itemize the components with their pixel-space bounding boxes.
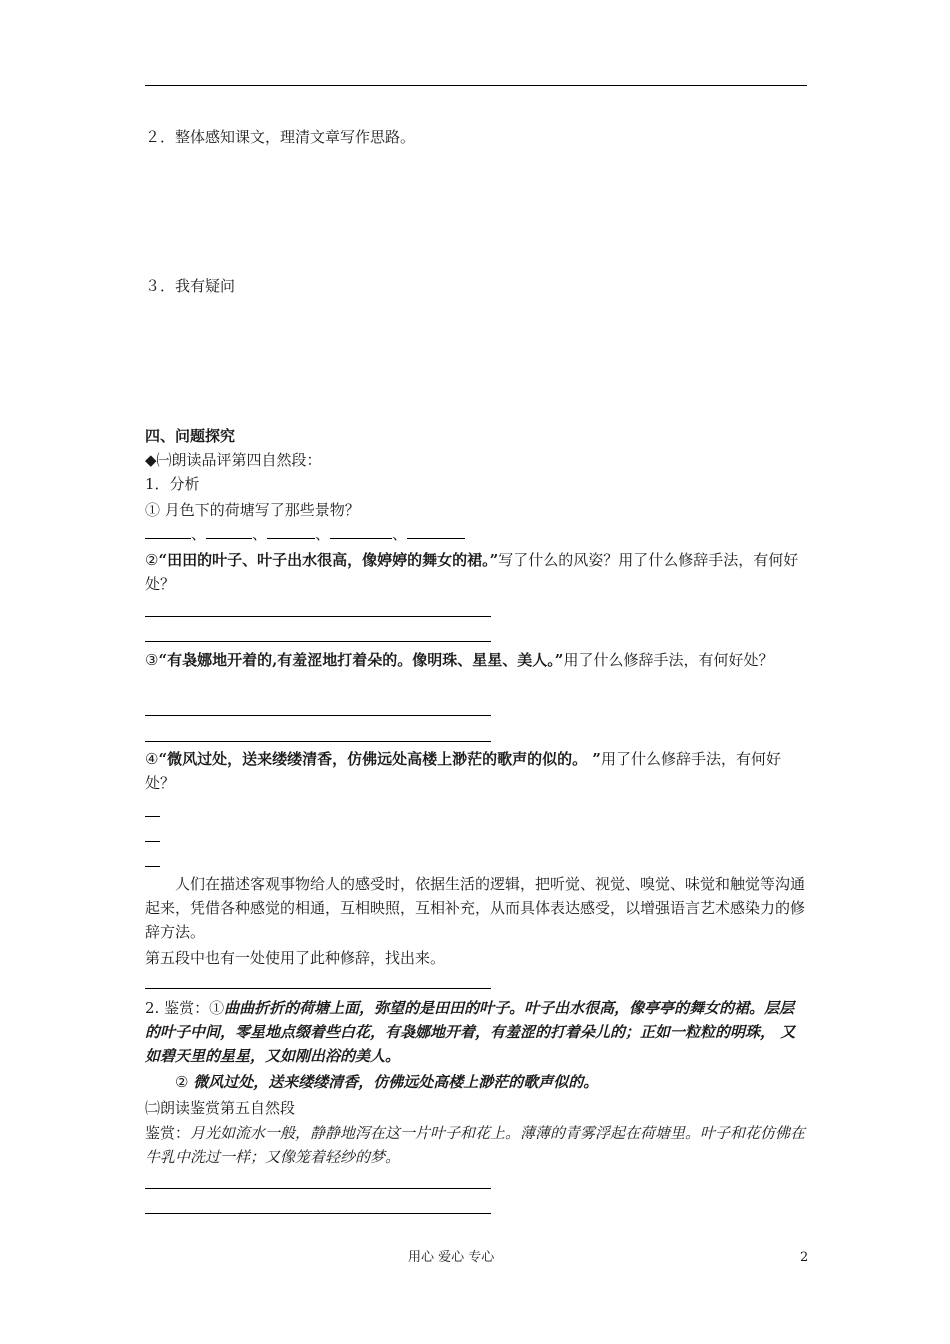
answer-blank[interactable] (267, 524, 315, 539)
section-title: 四、问题探究 (145, 427, 236, 445)
item-4-quote: “微风过处，送来缕缕清香，仿佛远处高楼上渺茫的歌声的似的。 ” (158, 750, 601, 768)
answer-dash[interactable] (145, 816, 160, 817)
synesthesia-definition: 人们在描述客观事物给人的感受时，依据生活的逻辑，把听觉、视觉、嗅觉、味觉和触觉等沟通起来，凭借各种感觉的相通，互相映照，互相补充，从而具体表达感受，以增强语言艺术感染力的修辞方法。 (145, 875, 806, 941)
item-4-number: ④ (145, 750, 159, 768)
answer-blank[interactable] (330, 524, 392, 539)
answer-dash[interactable] (145, 866, 160, 867)
question-2: ２．整体感知课文，理清文章写作思路。 (145, 128, 416, 146)
answer-line[interactable] (145, 1188, 491, 1189)
item-2 (145, 548, 807, 596)
item-2-quote: “田田的叶子、叶子出水很高，像婷婷的舞女的裙。” (158, 551, 499, 569)
subsection-title-2: ㈡朗读鉴赏第五自然段 (145, 1099, 296, 1117)
blank-separator: 、 (191, 525, 207, 543)
item-4 (145, 747, 807, 795)
item-3-number: ③ (145, 651, 159, 669)
question-3: ３．我有疑问 (145, 277, 236, 295)
answer-dash[interactable] (145, 841, 160, 842)
item-3 (145, 648, 807, 672)
answer-line[interactable] (145, 741, 491, 742)
appreciation-paragraph-5 (145, 1121, 807, 1169)
analysis-label: 1．分析 (145, 475, 200, 493)
item-4-question: 用了什么修辞手法，有何好处？ (145, 750, 781, 792)
answer-line[interactable] (145, 988, 491, 989)
answer-blank[interactable] (145, 524, 191, 539)
blank-separator: 、 (392, 525, 408, 543)
item-2-question: 写了什么的风姿？用了什么修辞手法，有何好处？ (145, 551, 799, 593)
answer-blank[interactable] (407, 524, 465, 539)
page-number: 2 (800, 1250, 809, 1265)
appreciation-text-2: 微风过处，送来缕缕清香，仿佛远处高楼上渺茫的歌声似的。 (193, 1073, 599, 1091)
appreciation-label: 2. 鉴赏：① (145, 999, 225, 1017)
item-1-question: ① 月色下的荷塘写了那些景物？ (145, 501, 360, 519)
answer-line[interactable] (145, 715, 491, 716)
paragraph-5-task: 第五段中也有一处使用了此种修辞，找出来。 (145, 949, 446, 967)
subsection-title-1: ◆㈠朗读品评第四自然段： (145, 451, 322, 469)
appreciation-5-text: 月光如流水一般，静静地泻在这一片叶子和花上。薄薄的青雾浮起在荷塘里。叶子和花仿佛在牛乳中洗过一样；又像笼着轻纱的梦。 (145, 1124, 806, 1166)
appreciation-label-2: ② (175, 1073, 194, 1091)
appreciation-2 (175, 1070, 598, 1094)
footer-text: 用心 爱心 专心 (408, 1250, 495, 1265)
answer-line[interactable] (145, 616, 491, 617)
item-3-quote: “有袅娜地开着的,有羞涩地打着朵的。像明珠、星星、美人。” (158, 651, 564, 669)
appreciation-text-1: 曲曲折折的荷塘上面，弥望的是田田的叶子。叶子出水很高，像亭亭的舞女的裙。层层的叶子中间，零星地点缀着些白花，有袅娜地开着，有羞涩的打着朵儿的；正如一粒粒的明珠， 又如碧天里的星星，又如刚出浴的美人。 (145, 999, 796, 1065)
item-2-number: ② (145, 551, 159, 569)
header-rule (145, 85, 807, 86)
answer-line[interactable] (145, 1213, 491, 1214)
blank-separator: 、 (252, 525, 268, 543)
item-3-question: 用了什么修辞手法，有何好处？ (563, 651, 774, 669)
appreciation-1 (145, 996, 807, 1068)
answer-blanks-row (145, 522, 465, 546)
blank-separator: 、 (315, 525, 331, 543)
appreciation-5-label: 鉴赏： (145, 1124, 191, 1142)
answer-blank[interactable] (206, 524, 252, 539)
answer-line[interactable] (145, 641, 491, 642)
